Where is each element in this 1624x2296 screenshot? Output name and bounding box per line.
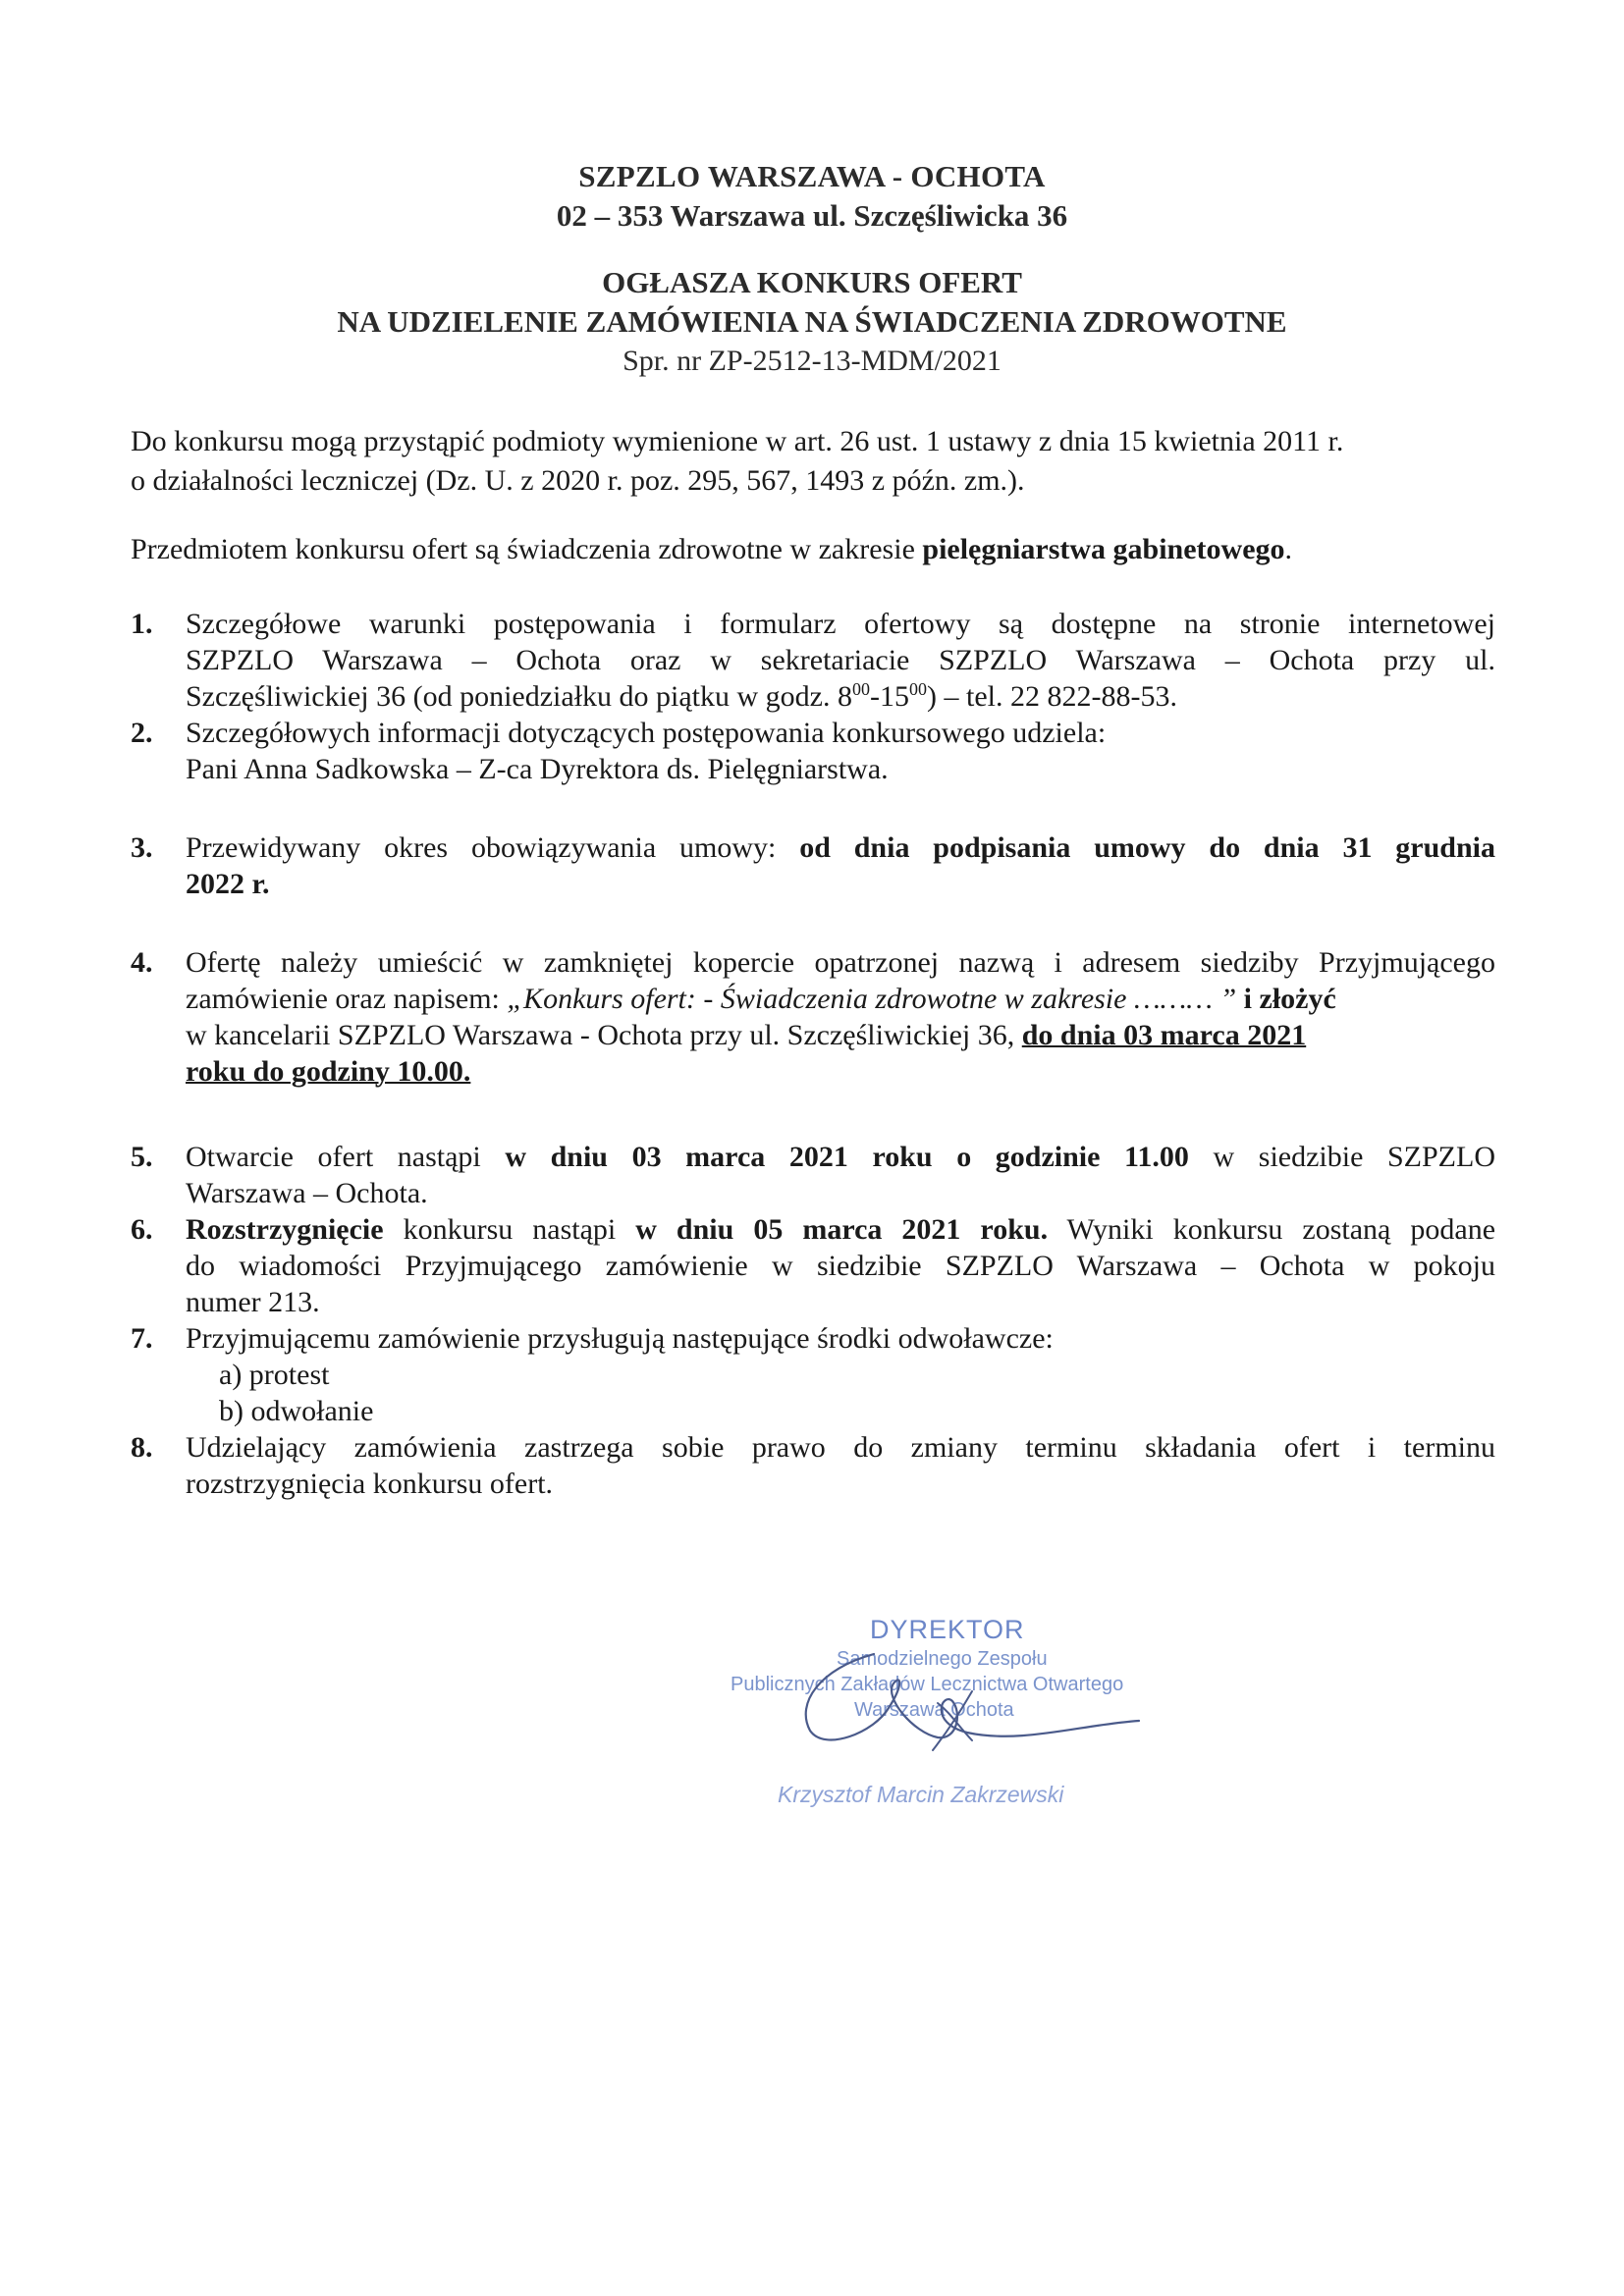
subject-paragraph [131, 530, 1495, 569]
item-4-deadline-time: roku do godziny 10.00. [186, 1055, 471, 1088]
item-3-line-1 [186, 829, 1495, 866]
title-line-2: NA UDZIELENIE ZAMÓWIENIA NA ŚWIADCZENIA ZDROWOTNE [337, 304, 1287, 339]
item-2-line-1: Szczegółowych informacji dotyczących postępowania konkursowego udziela: [186, 717, 1107, 749]
item-number: 6. [131, 1213, 153, 1246]
list-item-4 [131, 944, 1495, 1090]
item-6-line-2: do wiadomości Przyjmującego zamówienie w siedzibie SZPZLO Warszawa – Ochota w pokoju [186, 1250, 1495, 1282]
item-number: 5. [131, 1141, 153, 1173]
list-item-2 [131, 715, 1495, 787]
intro-paragraph [131, 422, 1495, 501]
list-item-5 [131, 1139, 1495, 1211]
organization-address: 02 – 353 Warszawa ul. Szczęśliwicka 36 [556, 198, 1068, 233]
item-8-line-1: Udzielający zamówienia zastrzega sobie prawo do zmiany terminu składania ofert i terminu [186, 1431, 1495, 1464]
item-4-line-4 [186, 1053, 1495, 1090]
document-header [0, 157, 1624, 236]
item-5-line-1 [186, 1139, 1495, 1175]
subject-end: . [1284, 533, 1293, 565]
item-3-bold: od dnia podpisania umowy do dnia 31 grudnia [799, 831, 1495, 864]
stamp-line-2: Publicznych Zakładów Lecznictwa Otwartego [731, 1674, 1124, 1695]
item-1-line-3 [186, 678, 1495, 715]
item-6-bold-2: w dniu 05 marca 2021 roku. [635, 1213, 1049, 1246]
item-number: 4. [131, 946, 153, 979]
item-7-sub-b: b) odwołanie [219, 1395, 374, 1427]
item-5-text: Otwarcie ofert nastąpi [186, 1141, 506, 1173]
item-4-line-2 [186, 981, 1495, 1017]
item-number: 8. [131, 1431, 153, 1464]
item-1-line-1: Szczegółowe warunki postępowania i formularz ofertowy są dostępne na stronie internetowej [186, 608, 1495, 640]
list-item-7 [131, 1320, 1495, 1429]
item-7-line-1: Przyjmującemu zamówienie przysługują następujące środki odwoławcze: [186, 1322, 1054, 1355]
title-line-1: OGŁASZA KONKURS OFERT [602, 265, 1022, 299]
intro-line-1: Do konkursu mogą przystąpić podmioty wymienione w art. 26 ust. 1 ustawy z dnia 15 kwietnia 2011 r. [131, 425, 1344, 457]
item-3-line-2: 2022 r. [186, 868, 270, 900]
item-3-text: Przewidywany okres obowiązywania umowy: [186, 831, 800, 864]
item-5-line-2: Warszawa – Ochota. [186, 1177, 428, 1209]
item-number: 7. [131, 1322, 153, 1355]
document-title [0, 263, 1624, 381]
director-name: Krzysztof Marcin Zakrzewski [778, 1782, 1064, 1807]
item-4-deadline: do dnia 03 marca 2021 [1021, 1019, 1307, 1051]
item-1-sup-2: 00 [909, 679, 927, 699]
item-4-line-3 [186, 1017, 1495, 1053]
stamp-title: DYREKTOR [870, 1615, 1025, 1644]
item-number: 1. [131, 608, 153, 640]
item-1-hours-text: Szczęśliwickiej 36 (od poniedziałku do piątku w godz. 8 [186, 680, 852, 713]
item-5-place: w siedzibie SZPZLO [1188, 1141, 1495, 1173]
item-5-bold: w dniu 03 marca 2021 roku o godzinie 11.00 [505, 1141, 1189, 1173]
list-item-1 [131, 606, 1495, 715]
item-number: 2. [131, 717, 153, 749]
intro-line-2: o działalności leczniczej (Dz. U. z 2020 r. poz. 295, 567, 1493 z późn. zm.). [131, 464, 1025, 497]
stamp-line-3: Warszawa Ochota [854, 1699, 1014, 1721]
item-6-text-2: Wyniki konkursu zostaną podane [1048, 1213, 1496, 1246]
item-4-italic: „Konkurs ofert: - Świadczenia zdrowotne w zakresie ……… ” [507, 983, 1237, 1015]
item-4-bold: i złożyć [1236, 983, 1336, 1015]
director-stamp [727, 1615, 1237, 1831]
case-number: Spr. nr ZP-2512-13-MDM/2021 [623, 345, 1001, 377]
item-6-bold-1: Rozstrzygnięcie [186, 1213, 384, 1246]
item-1-line-2: SZPZLO Warszawa – Ochota oraz w sekretariacie SZPZLO Warszawa – Ochota przy ul. [186, 644, 1495, 676]
item-1-hours-mid: -15 [870, 680, 909, 713]
organization-name: SZPZLO WARSZAWA - OCHOTA [578, 159, 1046, 193]
item-6-line-3: numer 213. [186, 1286, 320, 1318]
item-7-sub-a: a) protest [219, 1359, 330, 1391]
list-item-6 [131, 1211, 1495, 1320]
subject-bold: pielęgniarstwa gabinetowego [922, 533, 1285, 565]
item-4-line-1: Ofertę należy umieścić w zamkniętej kopercie opatrzonej nazwą i adresem siedziby Przyjmującego [186, 946, 1495, 979]
item-number: 3. [131, 831, 153, 864]
item-2-line-2: Pani Anna Sadkowska – Z-ca Dyrektora ds. Pielęgniarstwa. [186, 753, 889, 785]
item-8-line-2: rozstrzygnięcia konkursu ofert. [186, 1468, 554, 1500]
item-6-line-1 [186, 1211, 1495, 1248]
item-1-sup-1: 00 [852, 679, 870, 699]
subject-text: Przedmiotem konkursu ofert są świadczenia zdrowotne w zakresie [131, 533, 923, 565]
list-item-8 [131, 1429, 1495, 1502]
item-6-text: konkursu nastąpi [383, 1213, 636, 1246]
item-4-address: w kancelarii SZPZLO Warszawa - Ochota przy ul. Szczęśliwickiej 36, [186, 1019, 1022, 1051]
item-1-phone: ) – tel. 22 822-88-53. [927, 680, 1177, 713]
item-4-text: zamówienie oraz napisem: [186, 983, 508, 1015]
stamp-line-1: Samodzielnego Zespołu [837, 1648, 1048, 1670]
list-item-3 [131, 829, 1495, 902]
